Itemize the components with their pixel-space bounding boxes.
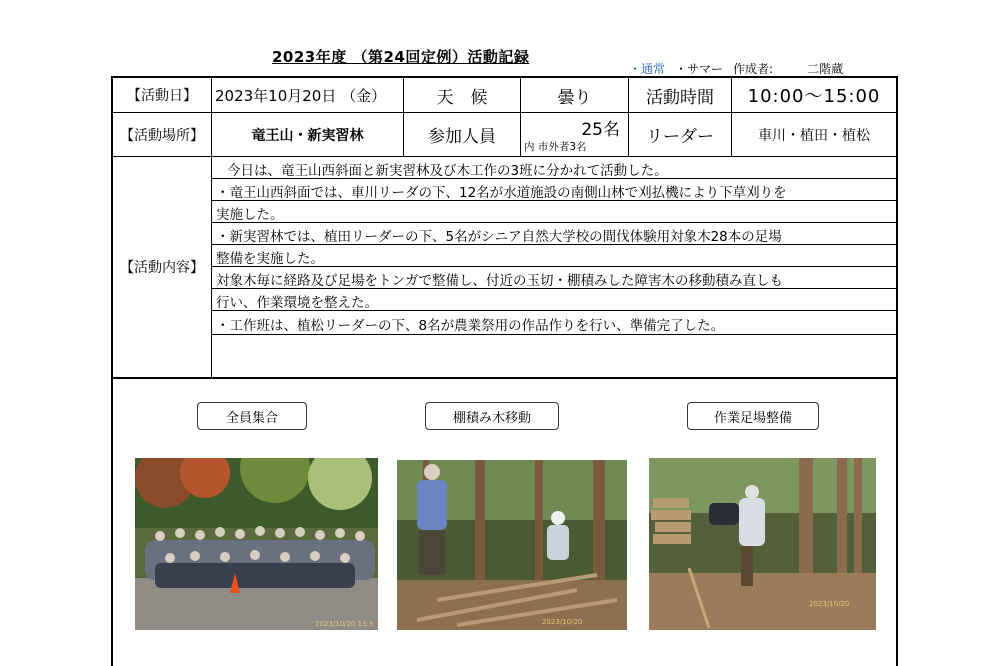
record-sheet <box>111 76 898 666</box>
photo-stamp-3: 2023/10/20 <box>809 600 850 608</box>
participants-label: 参加人員 <box>428 127 496 147</box>
page-title: 2023年度 （第24回定例）活動記録 <box>272 48 530 66</box>
weather-label: 天 候 <box>436 87 488 108</box>
photo-label-group: 全員集合 <box>197 402 307 430</box>
leader-value: 車川・植田・植松 <box>758 127 870 144</box>
content-label: 【活動内容】 <box>120 260 204 276</box>
content-line-8: ・工作班は、植松リーダーの下、8名が農業祭用の作品作りを行い、準備完了した。 <box>216 318 725 334</box>
weather-value: 曇り <box>557 87 592 108</box>
time-label: 活動時間 <box>646 87 714 108</box>
date-value: 2023年10月20日 （金） <box>215 86 387 105</box>
record-meta <box>629 60 843 77</box>
leader-label: リーダー <box>646 127 714 147</box>
option-summer: ・サマー <box>675 62 724 76</box>
content-line-7: 行い、作業環境を整えた。 <box>216 295 378 311</box>
participants-sub: 内 市外者3名 <box>524 141 587 153</box>
option-normal: ・通常 <box>629 62 666 76</box>
time-value: 10:00～15:00 <box>747 86 881 107</box>
photo-stamp-2: 2023/10/20 <box>542 618 583 626</box>
content-line-1: 今日は、竜王山西斜面と新実習林及び木工作の3班に分かれて活動した。 <box>227 163 668 179</box>
date-label: 【活動日】 <box>127 88 197 104</box>
participants-cell <box>521 113 628 156</box>
place-value: 竜王山・新実習林 <box>251 127 364 144</box>
content-line-3: 実施した。 <box>216 207 284 223</box>
photo-label-footing: 作業足場整備 <box>687 402 819 430</box>
author-name: 二階蔵 <box>807 62 844 76</box>
content-line-4: ・新実習林では、植田リーダーの下、5名がシニア自然大学校の間伐体験用対象木28本の足場 <box>216 229 782 245</box>
photo-stamp-1: 2023/10/20 13:3 <box>315 620 374 628</box>
content-line-2: ・竜王山西斜面では、車川リーダの下、12名が水道施設の南側山林で刈払機により下草刈りを <box>216 185 787 201</box>
photo-footing <box>649 458 876 630</box>
content-line-5: 整備を実施した。 <box>216 251 324 267</box>
author-label: 作成者: <box>733 62 774 76</box>
photo-label-log-moving: 棚積み木移動 <box>425 402 559 430</box>
content-line-6: 対象木毎に経路及び足場をトンガで整備し、付近の玉切・棚積みした障害木の移動積み直しも <box>216 273 783 289</box>
participants-count: 25名 <box>581 120 620 140</box>
photo-log-moving <box>397 460 627 630</box>
place-label: 【活動場所】 <box>120 127 204 144</box>
photo-group <box>135 458 378 630</box>
